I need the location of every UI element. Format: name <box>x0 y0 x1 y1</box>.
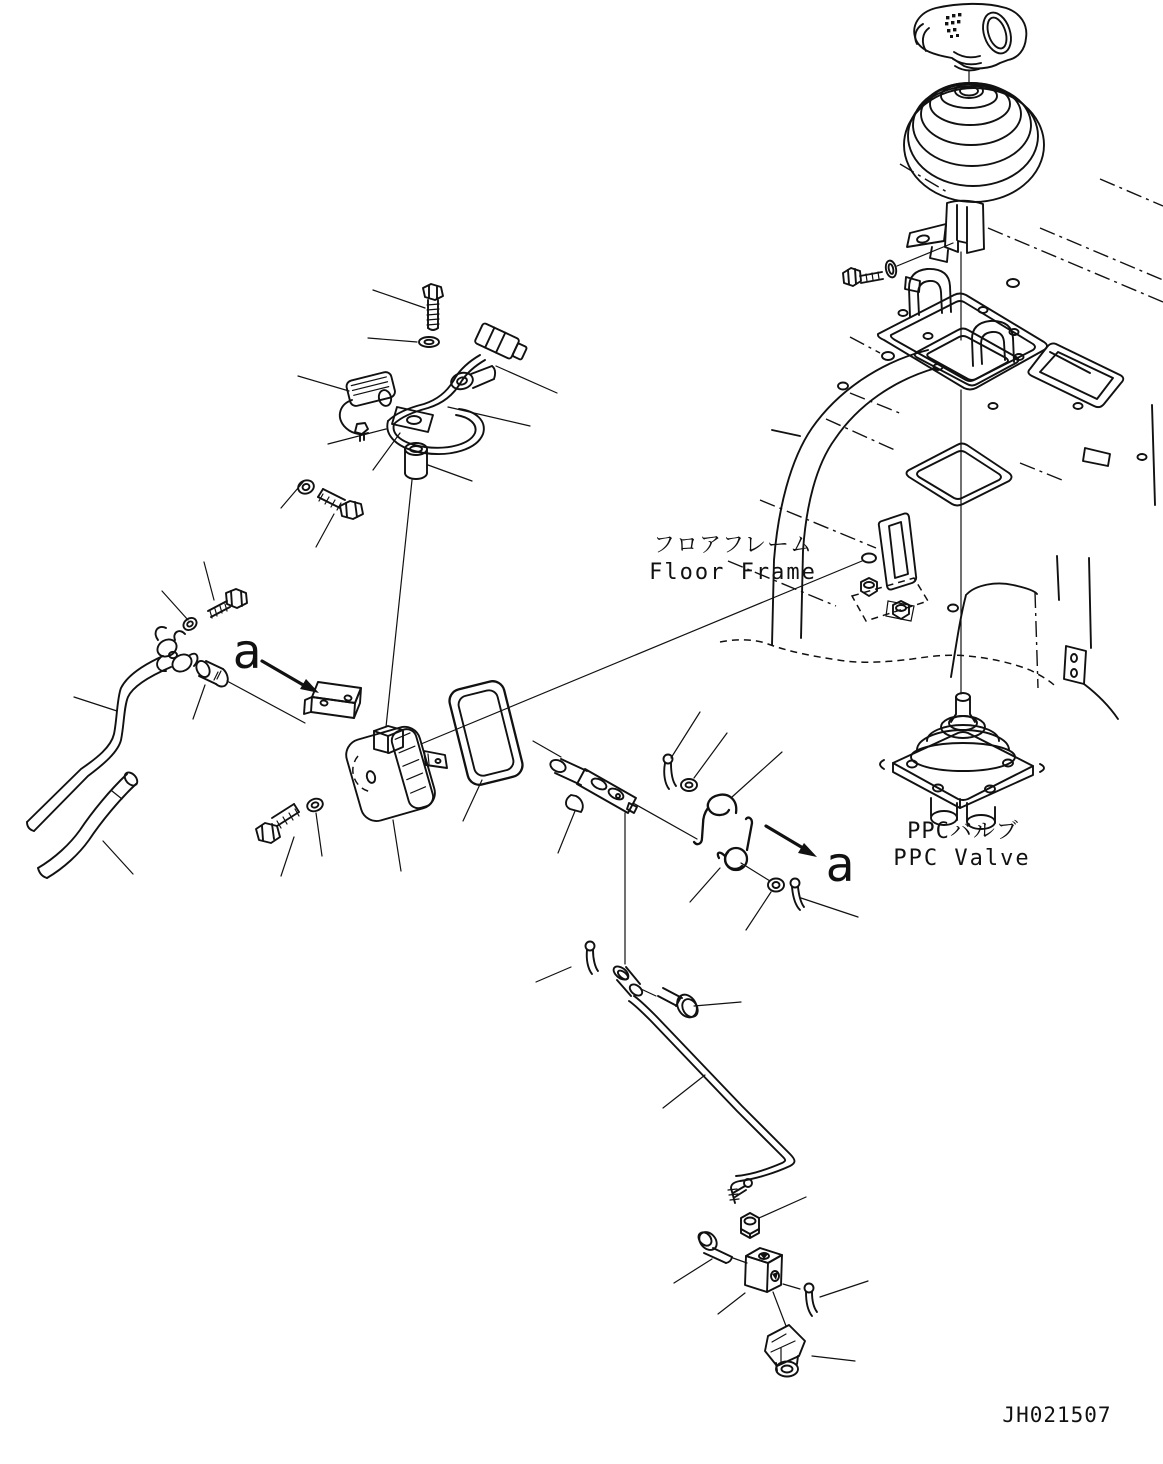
drawing-number: JH021507 <box>1002 1403 1112 1427</box>
frame-mount-nuts <box>852 578 928 621</box>
floor-frame-label-jp: フロアフレーム <box>652 533 814 558</box>
section-label-a-right: a <box>825 837 855 893</box>
box-washer <box>305 797 324 814</box>
section-arrow-a-left <box>262 661 319 693</box>
clevis-pin <box>611 964 644 998</box>
bottom-assembly <box>696 1229 817 1377</box>
gasket <box>447 679 525 788</box>
pipe-2 <box>38 770 140 878</box>
hook-spring <box>694 795 736 844</box>
cotter-pin <box>664 755 677 790</box>
lever-assembly <box>548 755 804 911</box>
joystick-bracket <box>907 201 984 262</box>
block <box>745 1248 782 1292</box>
leader-lines <box>74 243 953 1361</box>
box-bolt <box>256 804 299 843</box>
rod-cotter-pin <box>586 942 599 975</box>
floor-frame-label-en: Floor Frame <box>649 560 817 585</box>
rod-assembly <box>586 942 795 1239</box>
cover-box <box>342 723 447 825</box>
pipe-bolt <box>208 589 247 618</box>
pipe-clamp <box>154 627 197 675</box>
harness-clamp-assembly <box>296 284 529 519</box>
lever-key <box>566 795 583 812</box>
grip-buttons <box>945 13 961 38</box>
section-label-a-left: a <box>232 624 262 680</box>
pipe-assembly <box>27 589 247 878</box>
block-bolt <box>696 1229 732 1263</box>
washer <box>419 337 439 347</box>
pipe-washer <box>181 615 199 632</box>
nut <box>741 1213 759 1238</box>
mount-hole-target <box>862 554 876 563</box>
control-rod <box>629 996 795 1203</box>
bushing <box>194 659 228 687</box>
joystick-mount-bolt <box>843 268 883 286</box>
bolt <box>423 284 443 330</box>
section-arrow-a-right <box>766 826 817 857</box>
clevis-bolt <box>658 988 701 1021</box>
joystick-grip <box>914 4 1026 84</box>
washer <box>681 779 697 791</box>
washer-2 <box>768 879 784 892</box>
ppc-valve-label-en: PPC Valve <box>893 846 1031 871</box>
bolt-small <box>318 489 363 519</box>
joystick-boot <box>904 83 1044 202</box>
joystick-mount-washer <box>884 260 897 279</box>
elbow-fitting <box>765 1325 805 1377</box>
ppc-valve <box>880 693 1044 829</box>
ppc-valve-label-jp: PPCバルブ <box>907 819 1019 844</box>
center-assembly <box>256 679 525 843</box>
cotter-pin-3 <box>805 1284 818 1317</box>
lever <box>548 758 637 813</box>
coil-spring <box>718 818 752 870</box>
cotter-pin-2 <box>791 879 805 911</box>
